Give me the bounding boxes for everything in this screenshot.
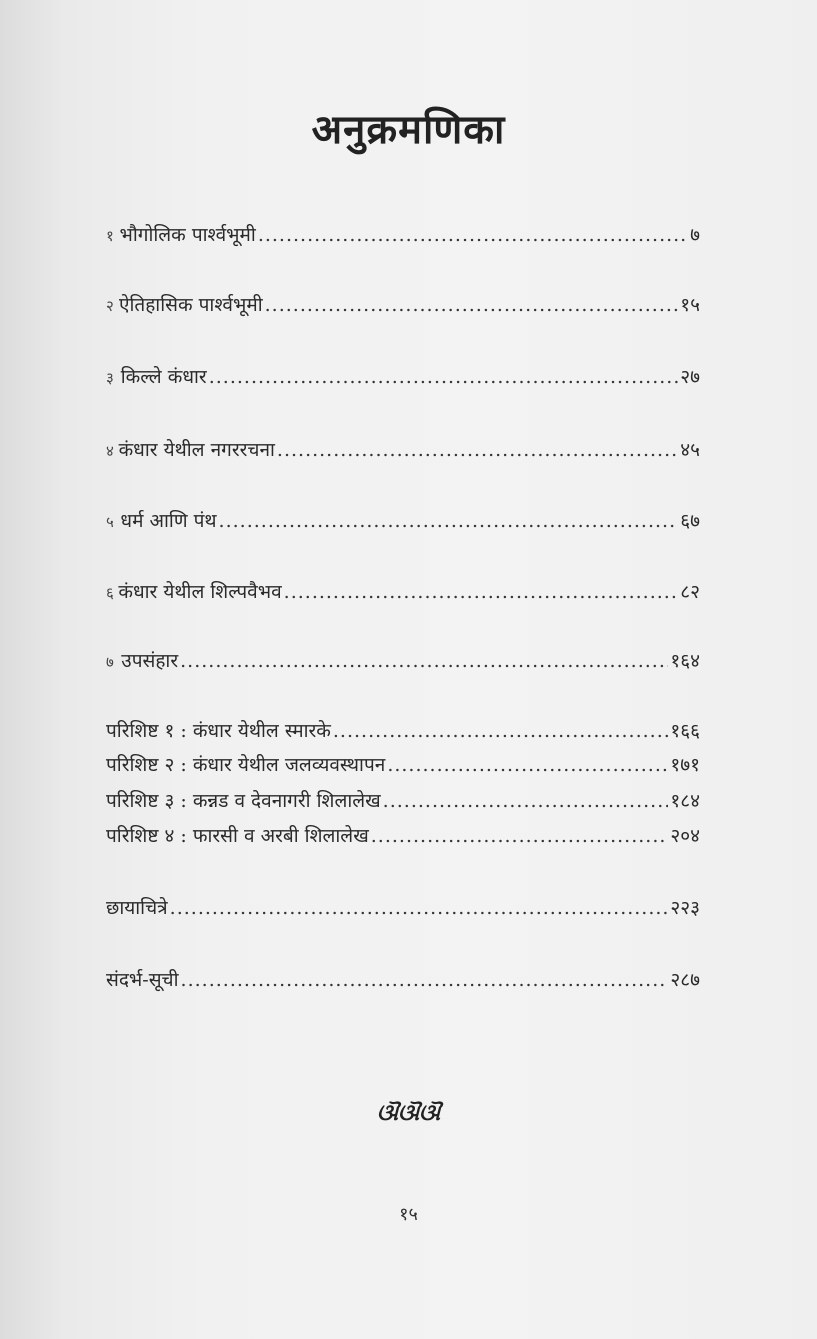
folio-page-number: १५ [399, 1204, 418, 1225]
appendix-title: परिशिष्ट २ : कंधार येथील जलव्यवस्थापन [106, 754, 386, 776]
leader-dots [219, 508, 679, 534]
page-number: ८२ [680, 581, 700, 603]
leader-dots [258, 222, 688, 248]
leader-dots [209, 364, 679, 390]
toc-entry-5 [106, 508, 700, 535]
section-title: छायाचित्रे [106, 897, 168, 919]
page-title: अनुक्रमणिका [311, 106, 506, 153]
appendix-title: परिशिष्ट १ : कंधार येथील स्मारके [106, 720, 331, 742]
page-number: ६७ [680, 510, 700, 532]
appendix-title: परिशिष्ट ४ : फारसी व अरबी शिलालेख [106, 825, 369, 847]
leader-dots [387, 752, 668, 778]
toc-entry-6 [106, 579, 700, 606]
leader-dots [180, 648, 668, 674]
page-number: २८७ [670, 969, 700, 991]
page-number: १५ [680, 294, 700, 316]
appendix-title: परिशिष्ट ३ : कन्नड व देवनागरी शिलालेख [106, 790, 381, 812]
leader-dots [383, 788, 669, 814]
page-number: १६६ [670, 720, 700, 742]
page-number: १६४ [670, 650, 700, 672]
leader-dots [265, 292, 679, 318]
page-number: २२३ [670, 897, 700, 919]
leader-dots [277, 437, 678, 463]
leader-dots [284, 579, 679, 605]
toc-appendix-2 [106, 752, 700, 778]
chapter-title: किल्ले कंधार [120, 366, 207, 388]
chapter-number: ४ [106, 442, 114, 460]
toc-entry-3 [106, 364, 700, 391]
toc-entry-2 [106, 292, 700, 319]
leader-dots [333, 718, 668, 744]
toc-appendix-4 [106, 823, 700, 849]
page-number: १८४ [670, 790, 700, 812]
page-number: १७१ [670, 754, 700, 776]
chapter-title: ऐतिहासिक पार्श्वभूमी [118, 294, 263, 316]
toc-appendix-3 [106, 788, 700, 814]
chapter-number: ७ [106, 653, 114, 671]
toc-entry-1 [106, 222, 700, 249]
toc-photos [106, 895, 700, 921]
chapter-number: ३ [106, 369, 114, 387]
leader-dots [181, 967, 669, 993]
chapter-title: धर्म आणि पंथ [120, 510, 217, 532]
toc-entry-4 [106, 437, 700, 464]
toc-bibliography [106, 967, 700, 993]
decorative-ornament: ଔଔଔ [376, 1100, 441, 1126]
toc-entry-7 [106, 648, 700, 675]
leader-dots [170, 895, 669, 921]
chapter-number: १ [106, 227, 114, 245]
chapter-title: कंधार येथील नगररचना [118, 439, 275, 461]
toc-appendix-1 [106, 718, 700, 744]
page-number: ४५ [680, 439, 700, 461]
page-number: ७ [690, 224, 700, 246]
chapter-title: भौगोलिक पार्श्वभूमी [119, 224, 256, 246]
page-number: २७ [680, 366, 700, 388]
chapter-title: उपसंहार [121, 650, 179, 672]
page-number: २०४ [670, 825, 700, 847]
chapter-number: २ [106, 297, 114, 315]
leader-dots [371, 823, 669, 849]
chapter-number: ५ [106, 513, 114, 531]
section-title: संदर्भ-सूची [106, 969, 179, 991]
chapter-title: कंधार येथील शिल्पवैभव [118, 581, 282, 603]
chapter-number: ६ [106, 584, 114, 602]
